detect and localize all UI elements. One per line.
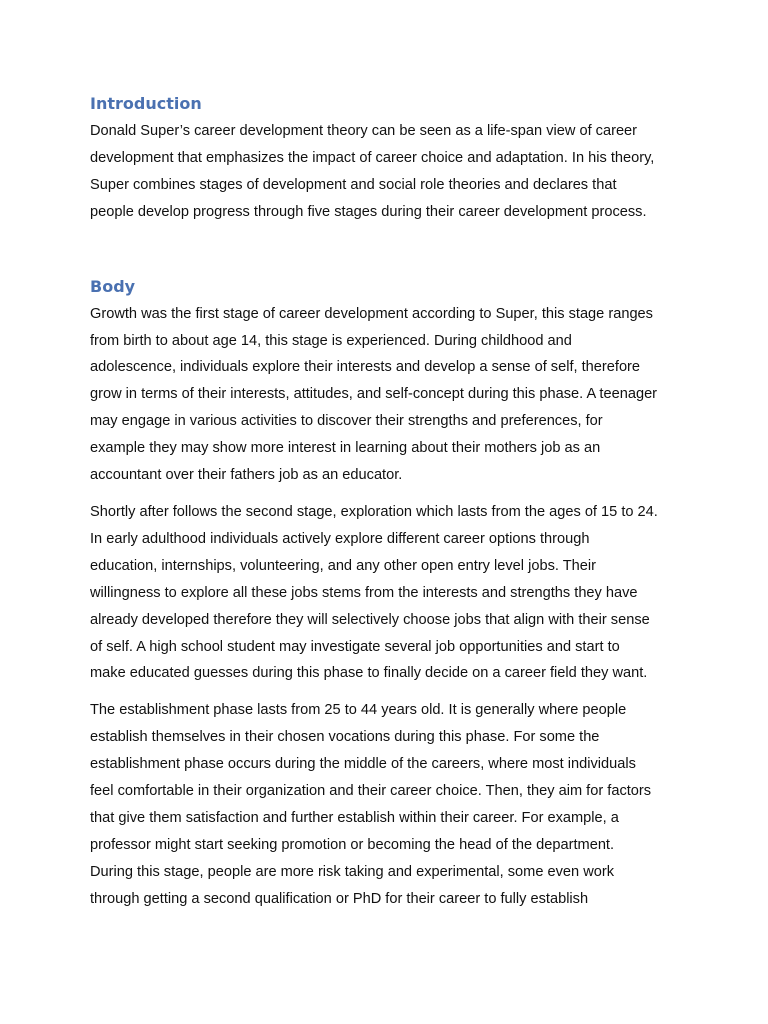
introduction-paragraph [90, 118, 690, 226]
exploration-paragraph [90, 499, 690, 687]
text-line: The establishment phase lasts from 25 to 44 years old. It is generally where people [90, 702, 627, 719]
introduction-heading: Introduction [90, 94, 202, 113]
text-line: Donald Super’s career development theory can be seen as a life-span view of career [90, 123, 638, 139]
text-line: feel comfortable in their organization and their career choice. Then, they aim for factors [90, 783, 652, 800]
establishment-paragraph [90, 697, 690, 912]
text-line: professor might start seeking promotion or becoming the head of the department. [90, 836, 615, 853]
text-line: Shortly after follows the second stage, exploration which lasts from the ages of 15 to 24. [90, 503, 658, 520]
text-line: that give them satisfaction and further establish within their career. For example, a [90, 809, 619, 826]
text-line: In early adulthood individuals actively explore different career options through [90, 530, 590, 547]
text-line: of self. A high school student may investigate several job opportunities and start to [90, 638, 620, 655]
text-line: Super combines stages of development and social role theories and declares that [90, 176, 617, 193]
text-line: from birth to about age 14, this stage is experienced. During childhood and [90, 332, 572, 349]
text-line: accountant over their fathers job as an educator. [90, 467, 403, 484]
text-line: grow in terms of their interests, attitudes, and self-concept during this phase. A teenager [90, 386, 658, 403]
body-heading: Body [90, 276, 136, 296]
text-line: willingness to explore all these jobs stems from the interests and strengths they have [90, 584, 638, 601]
text-line: adolescence, individuals explore their interests and develop a sense of self, therefore [90, 359, 641, 376]
text-line: through getting a second qualification or PhD for their career to fully establish [90, 890, 589, 907]
document-page [90, 93, 690, 913]
text-line: Growth was the first stage of career development according to Super, this stage ranges [90, 305, 653, 322]
text-line: education, internships, volunteering, and any other open entry level jobs. Their [90, 557, 596, 574]
text-line: During this stage, people are more risk taking and experimental, some even work [90, 863, 615, 880]
text-line: people develop progress through five stages during their career development process. [90, 203, 647, 220]
text-line: development that emphasizes the impact of career choice and adaptation. In his theory, [90, 149, 655, 166]
text-line: make educated guesses during this phase to finally decide on a career field they want. [90, 665, 648, 682]
text-line: establish themselves in their chosen vocations during this phase. For some the [90, 729, 600, 746]
text-line: may engage in various activities to discover their strengths and preferences, for [90, 413, 603, 430]
text-line: example they may show more interest in learning about their mothers job as an [90, 440, 601, 457]
text-line: already developed therefore they will selectively choose jobs that align with their sense [90, 611, 650, 628]
text-line: establishment phase occurs during the middle of the careers, where most individuals [90, 756, 636, 773]
growth-paragraph [90, 301, 690, 489]
